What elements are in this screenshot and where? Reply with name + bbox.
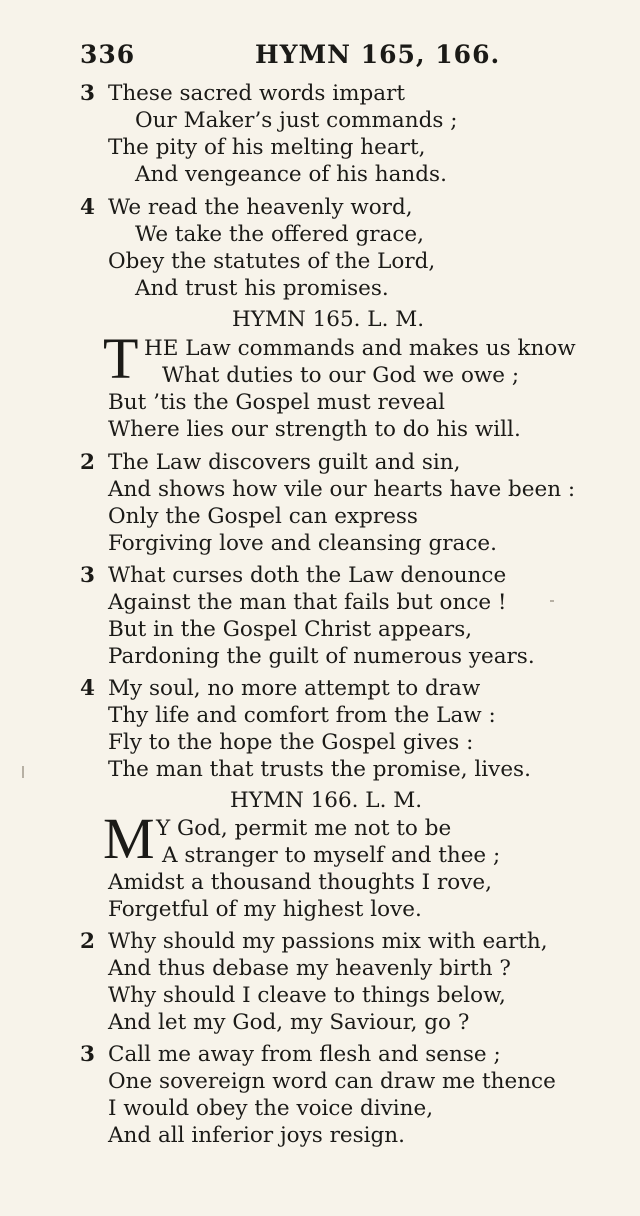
stanza-number: 3 bbox=[80, 81, 95, 106]
verse-line: And all inferior joys resign. bbox=[108, 1123, 405, 1148]
verse-line: These sacred words impart bbox=[108, 81, 406, 106]
stanza-number: 3 bbox=[80, 1042, 95, 1067]
verse-line: The man that trusts the promise, lives. bbox=[108, 757, 531, 782]
verse-line: A stranger to myself and thee ; bbox=[162, 843, 501, 868]
verse-line: Call me away from flesh and sense ; bbox=[108, 1042, 501, 1067]
verse-line: Y God, permit me not to be bbox=[156, 816, 452, 841]
verse-line: But ’tis the Gospel must reveal bbox=[108, 390, 446, 415]
verse-line: My soul, no more attempt to draw bbox=[108, 676, 481, 701]
page-header bbox=[80, 40, 620, 76]
verse-line: And thus debase my heavenly birth ? bbox=[108, 956, 511, 981]
verse-line: And shows how vile our hearts have been : bbox=[108, 477, 576, 502]
verse-line: But in the Gospel Christ appears, bbox=[108, 617, 473, 642]
drop-cap: T bbox=[103, 326, 139, 391]
verse-line: Pardoning the guilt of numerous years. bbox=[108, 644, 535, 669]
verse-line: I would obey the voice divine, bbox=[108, 1096, 434, 1121]
verse-line: Obey the statutes of the Lord, bbox=[108, 249, 436, 274]
print-mark bbox=[550, 600, 554, 602]
verse-line: Against the man that fails but once ! bbox=[108, 590, 507, 615]
verse-line: Forgetful of my highest love. bbox=[108, 897, 422, 922]
verse-line: Thy life and comfort from the Law : bbox=[108, 703, 496, 728]
page-number: 336 bbox=[80, 40, 136, 69]
verse-line: The Law discovers guilt and sin, bbox=[108, 450, 461, 475]
verse-line: Where lies our strength to do his will. bbox=[108, 417, 521, 442]
verse-line: What curses doth the Law denounce bbox=[108, 563, 507, 588]
hymn-title: HYMN 165. L. M. bbox=[232, 307, 425, 332]
verse-line: Why should I cleave to things below, bbox=[108, 983, 506, 1008]
stanza-number: 2 bbox=[80, 929, 95, 954]
hymn-165-title-row bbox=[0, 306, 640, 334]
drop-cap: M bbox=[103, 806, 155, 871]
verse-line: And let my God, my Saviour, go ? bbox=[108, 1010, 470, 1035]
verse-line: Only the Gospel can express bbox=[108, 504, 418, 529]
stanza-number: 3 bbox=[80, 563, 95, 588]
hymn-166-title-row bbox=[0, 787, 640, 815]
verse-line: HE Law commands and makes us know bbox=[144, 336, 576, 361]
verse-line: One sovereign word can draw me thence bbox=[108, 1069, 556, 1094]
verse-line: Amidst a thousand thoughts I rove, bbox=[108, 870, 492, 895]
verse-line: Forgiving love and cleansing grace. bbox=[108, 531, 497, 556]
verse-line: And vengeance of his hands. bbox=[135, 162, 447, 187]
running-head: HYMN 165, 166. bbox=[255, 40, 501, 69]
print-mark bbox=[22, 766, 24, 778]
verse-line: What duties to our God we owe ; bbox=[162, 363, 520, 388]
stanza-number: 4 bbox=[80, 676, 95, 701]
verse-line: The pity of his melting heart, bbox=[108, 135, 426, 160]
verse-line: Why should my passions mix with earth, bbox=[108, 929, 548, 954]
verse-line: We read the heavenly word, bbox=[108, 195, 413, 220]
hymn-title: HYMN 166. L. M. bbox=[230, 788, 423, 813]
verse-line: And trust his promises. bbox=[135, 276, 389, 301]
stanza-number: 4 bbox=[80, 195, 95, 220]
verse-line: Our Maker’s just commands ; bbox=[135, 108, 458, 133]
verse-line: Fly to the hope the Gospel gives : bbox=[108, 730, 474, 755]
stanza-number: 2 bbox=[80, 450, 95, 475]
verse-line: We take the offered grace, bbox=[135, 222, 424, 247]
